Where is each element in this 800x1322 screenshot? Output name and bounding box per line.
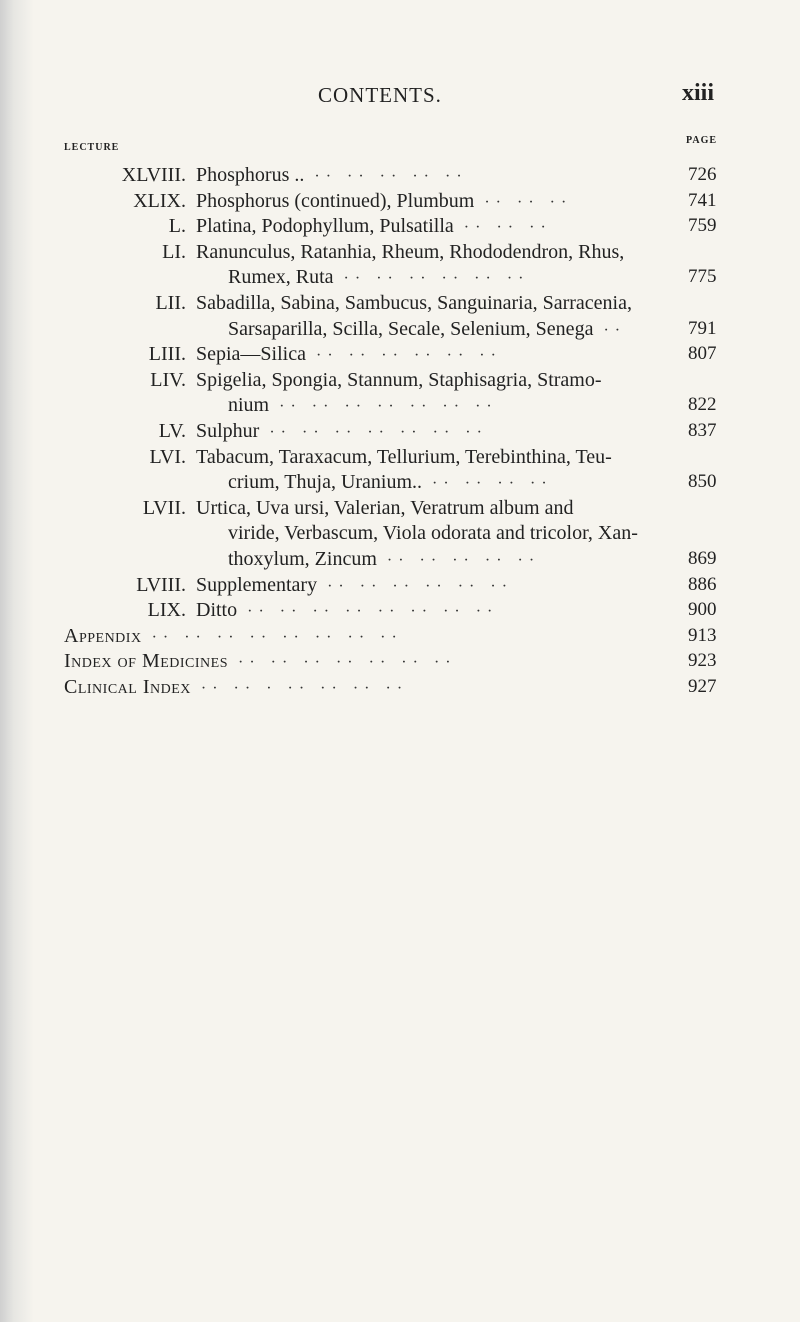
dot-leader: ·· ·· ·· ·· ·· ·· ·· ·· <box>237 603 499 621</box>
entry-title-text: Index of Medicines <box>64 650 228 673</box>
dot-leader: ·· ·· ·· <box>474 193 573 211</box>
lecture-number: LVII. <box>142 496 186 519</box>
dot-leader: ·· <box>593 321 627 339</box>
toc-entry-line <box>121 162 468 188</box>
entry-page-number: 775 <box>688 266 717 288</box>
entry-title-text: Supplementary <box>196 573 318 596</box>
dot-leader: ·· ·· ·· ·· ·· <box>304 168 468 185</box>
entry-page-number: 791 <box>688 317 717 339</box>
running-title: CONTENTS. <box>318 83 442 107</box>
entry-page-number: 822 <box>688 394 717 416</box>
entry-page-number: 913 <box>688 624 717 646</box>
toc-entry-line <box>228 469 553 495</box>
entry-title-text: crium, Thuja, Uranium.. <box>228 471 423 494</box>
toc-entry-line <box>150 367 602 393</box>
entry-page-number: 927 <box>688 676 717 697</box>
entry-title-text: Sabadilla, Sabina, Sambucus, Sanguinaria, Sarracenia, <box>196 292 632 314</box>
toc-entry-line <box>228 520 638 546</box>
dot-leader: ·· ·· ·· ·· ·· ·· ·· ·· <box>141 628 403 646</box>
entry-page-number: 900 <box>688 599 717 621</box>
entry-page-number: 837 <box>688 420 717 441</box>
dot-leader: ·· ·· ·· ·· <box>422 475 553 493</box>
toc-entry-line <box>136 572 514 598</box>
lecture-number: LV. <box>158 420 186 442</box>
dot-leader: ·· ·· · ·· ·· ·· ·· <box>190 680 409 697</box>
toc-entry-line <box>133 188 573 214</box>
entry-page-number: 886 <box>688 573 717 595</box>
entry-title-text: Rumex, Ruta <box>228 266 334 289</box>
entry-title-text: Phosphorus (continued), Plumbum <box>196 189 475 212</box>
toc-entry-line <box>149 444 612 470</box>
entry-page-number: 923 <box>688 650 717 672</box>
entry-page-number: 726 <box>688 164 717 185</box>
toc-entry-line <box>64 674 408 700</box>
dot-leader: ·· ·· ·· ·· ·· <box>376 552 541 569</box>
lecture-number: XLVIII. <box>121 164 186 186</box>
dot-leader: ·· ·· ·· <box>453 219 552 237</box>
lecture-number: LIII. <box>148 343 186 366</box>
toc-entry-line <box>64 648 457 674</box>
lecture-number: LVIII. <box>136 573 186 596</box>
page-column-heading: PAGE <box>686 135 718 146</box>
lecture-number: L. <box>168 215 186 238</box>
dot-leader: ·· ·· ·· ·· ·· ·· ·· <box>228 654 457 672</box>
entry-title-text: Sulphur <box>196 420 260 442</box>
entry-title-text: viride, Verbascum, Viola odorata and tricolor, Xan- <box>228 522 638 545</box>
entry-page-number: 741 <box>688 189 717 211</box>
toc-entry-line <box>228 392 498 418</box>
entry-title-text: Sarsaparilla, Scilla, Secale, Selenium, Senega <box>228 317 594 340</box>
entry-page-number: 807 <box>688 343 717 365</box>
entry-title-text: Spigelia, Spongia, Stannum, Staphisagria, Stramo- <box>196 368 602 391</box>
entry-title-text: Tabacum, Taraxacum, Tellurium, Terebinthina, Teu- <box>196 445 612 468</box>
entry-title-text: Urtica, Uva ursi, Valerian, Veratrum album and <box>196 496 574 519</box>
entry-page-number: 759 <box>688 215 717 237</box>
dot-leader: ·· ·· ·· ·· ·· ·· ·· <box>269 398 498 416</box>
toc-entry-line <box>168 213 552 239</box>
lecture-number: XLIX. <box>133 189 186 212</box>
toc-entry-line <box>162 239 625 265</box>
lecture-number: LI. <box>162 240 186 263</box>
toc-entry-line <box>142 495 574 521</box>
toc-entry-line <box>147 597 499 623</box>
entry-title-text: Phosphorus .. <box>196 164 305 186</box>
lecture-number: LVI. <box>149 445 186 468</box>
entry-title-text: Clinical Index <box>64 676 191 698</box>
toc-entry-line <box>148 341 502 367</box>
entry-title-text: Ditto <box>196 599 238 622</box>
dot-leader: ·· ·· ·· ·· ·· ·· <box>305 347 502 365</box>
toc-entry-line <box>228 316 626 342</box>
dot-leader: ·· ·· ·· ·· ·· ·· ·· <box>259 424 488 441</box>
toc-entry-line <box>158 418 488 444</box>
page-folio: xiii <box>682 80 715 106</box>
dot-leader: ·· ·· ·· ·· ·· ·· <box>317 577 514 595</box>
toc-entry-line <box>64 623 403 649</box>
toc-entry-line <box>228 264 529 290</box>
page-binding-shadow <box>0 0 34 1322</box>
entry-title-text: nium <box>228 394 270 417</box>
lecture-number: LII. <box>155 292 186 314</box>
entry-title-text: thoxylum, Zincum <box>228 548 377 570</box>
toc-entry-line <box>155 290 632 316</box>
entry-title-text: Appendix <box>64 624 142 647</box>
entry-page-number: 850 <box>688 471 717 493</box>
entry-page-number: 869 <box>688 548 717 569</box>
entry-title-text: Platina, Podophyllum, Pulsatilla <box>196 215 454 238</box>
dot-leader: ·· ·· ·· ·· ·· ·· <box>333 270 530 288</box>
entry-title-text: Ranunculus, Ratanhia, Rheum, Rhododendron, Rhus, <box>196 240 625 263</box>
lecture-column-heading: LECTURE <box>64 142 120 153</box>
toc-entry-line <box>228 546 540 572</box>
lecture-number: LIV. <box>150 368 186 391</box>
entry-title-text: Sepia—Silica <box>196 343 306 366</box>
lecture-number: LIX. <box>147 599 186 622</box>
